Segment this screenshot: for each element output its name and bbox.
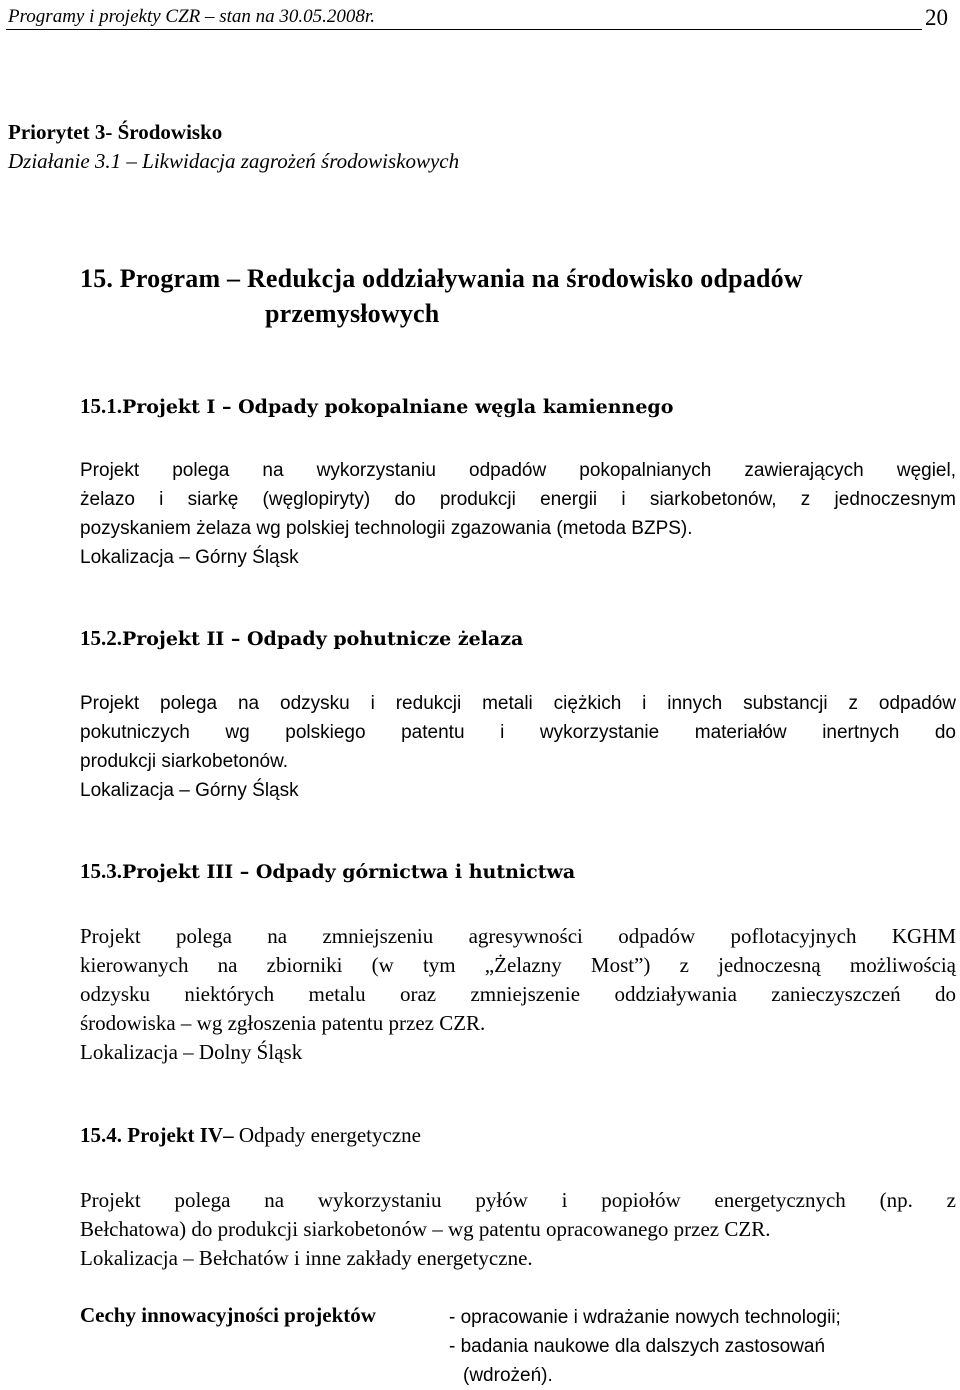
project-4-title-bold: Projekt IV– [127,1123,234,1147]
features-list [449,1303,841,1390]
project-2-line: pokutniczych wg polskiego patentu i wykorzystanie materiałów inertnych do [80,722,956,743]
project-2-location: Lokalizacja – Górny Śląsk [80,780,299,801]
project-2-heading [80,626,523,651]
project-1-heading [80,394,673,419]
project-4-line: Bełchatowa) do produkcji siarkobetonów – wg patentu opracowanego przez CZR. [80,1217,771,1241]
running-header: Programy i projekty CZR – stan na 30.05.2008r. [8,6,375,27]
project-3-number: 15.3. [80,859,122,883]
header-rule [6,29,922,30]
project-2-title: Projekt II – Odpady pohutnicze żelaza [122,628,524,650]
project-1-line: żelazo i siarkę (węglopiryty) do produkcji energii i siarkobetonów, z jednoczesnym [80,489,956,510]
program-title-line1: 15. Program – Redukcja oddziaływania na środowisko odpadów [80,264,803,293]
project-4-location: Lokalizacja – Bełchatów i inne zakłady energetyczne. [80,1246,533,1270]
project-4-line: Projekt polega na wykorzystaniu pyłów i popiołów energetycznych (np. z [80,1188,956,1212]
project-1-line: Projekt polega na wykorzystaniu odpadów pokopalnianych zawierających węgiel, [80,460,956,481]
features-item: - opracowanie i wdrażanie nowych technologii; [449,1307,841,1328]
project-4-title-rest: Odpady energetyczne [233,1123,421,1147]
project-2-description [80,689,956,776]
project-1-title: Projekt I – Odpady pokopalniane węgla kamiennego [122,396,674,418]
project-2-number: 15.2. [80,626,122,650]
action-subheading: Działanie 3.1 – Likwidacja zagrożeń środowiskowych [8,149,460,173]
project-3-title: Projekt III – Odpady górnictwa i hutnictwa [122,861,576,883]
features-item: - badania naukowe dla dalszych zastosowań [449,1336,826,1357]
project-3-location: Lokalizacja – Dolny Śląsk [80,1040,303,1064]
project-2-line: produkcji siarkobetonów. [80,751,289,772]
project-4-number: 15.4. [80,1123,122,1147]
project-1-description [80,456,956,543]
page-number: 20 [925,5,948,30]
priority-heading: Priorytet 3- Środowisko [8,120,223,144]
features-label: Cechy innowacyjności projektów [80,1303,376,1327]
project-3-line: kierowanych na zbiorniki (w tym „Żelazny Most”) z jednoczesną możliwością [80,953,956,977]
project-3-line: odzysku niektórych metalu oraz zmniejszenie oddziaływania zanieczyszczeń do [80,982,956,1006]
program-title-line2: przemysłowych [265,299,440,328]
project-1-number: 15.1. [80,394,122,418]
project-1-location: Lokalizacja – Górny Śląsk [80,547,299,568]
project-2-line: Projekt polega na odzysku i redukcji metali ciężkich i innych substancji z odpadów [80,693,956,714]
features-item: (wdrożeń). [463,1365,553,1386]
project-4-description [80,1186,956,1244]
project-3-heading [80,859,575,884]
project-3-line: Projekt polega na zmniejszeniu agresywności odpadów poflotacyjnych KGHM [80,924,956,948]
project-3-description [80,922,956,1038]
project-4-heading [80,1123,421,1148]
project-3-line: środowiska – wg zgłoszenia patentu przez CZR. [80,1011,486,1035]
project-1-line: pozyskaniem żelaza wg polskiej technologii zgazowania (metoda BZPS). [80,518,693,539]
